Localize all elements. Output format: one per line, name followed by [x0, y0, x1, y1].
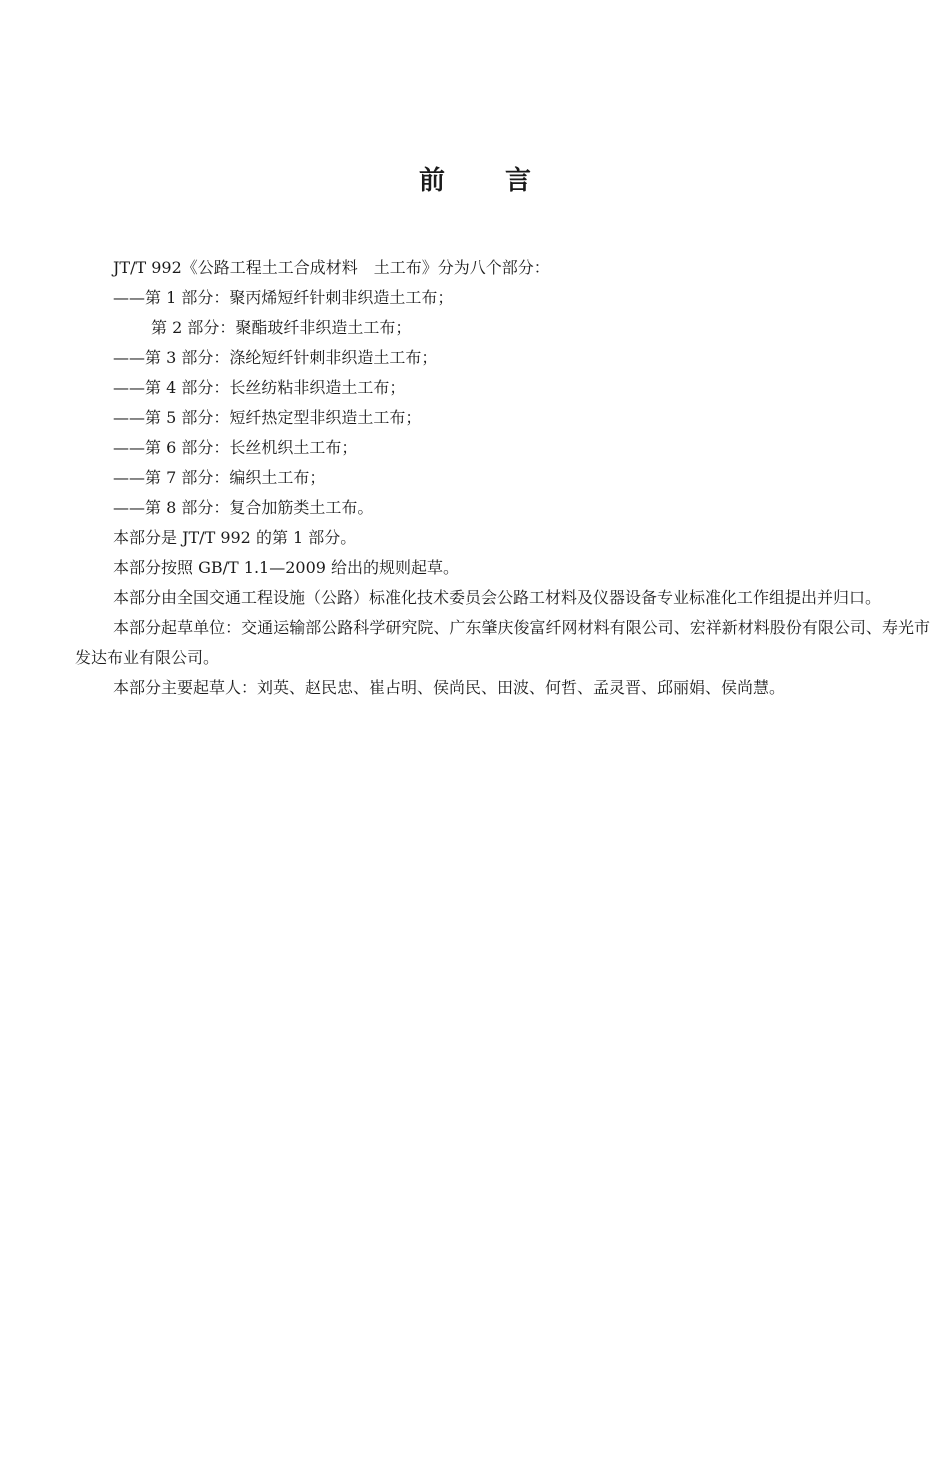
part-item-1: ——第 1 部分：聚丙烯短纤针刺非织造土工布； [113, 288, 454, 307]
statement-drafters: 本部分主要起草人：刘英、赵民忠、崔占明、侯尚民、田波、何哲、孟灵晋、邱丽娟、侯尚慧。 [113, 678, 786, 697]
part-item-8: ——第 8 部分：复合加筋类土工布。 [113, 498, 374, 517]
statement-drafting-rules: 本部分按照 GB/T 1.1—2009 给出的规则起草。 [113, 558, 460, 577]
statement-proposer: 本部分由全国交通工程设施（公路）标准化技术委员会公路工材料及仪器设备专业标准化工作组提出并归口。 [113, 588, 882, 607]
part-item-3: ——第 3 部分：涤纶短纤针刺非织造土工布； [113, 348, 438, 367]
title-char-1: 前 [418, 166, 445, 196]
page-title [0, 160, 950, 197]
intro-line: JT/T 992《公路工程土工合成材料 土工布》分为八个部分： [113, 258, 550, 277]
part-item-7: ——第 7 部分：编织土工布； [113, 468, 326, 487]
part-item-4: ——第 4 部分：长丝纺粘非织造土工布； [113, 378, 406, 397]
statement-part-of: 本部分是 JT/T 992 的第 1 部分。 [113, 528, 357, 547]
title-char-2: 言 [505, 166, 532, 196]
statement-drafting-units: 本部分起草单位：交通运输部公路科学研究院、广东肇庆俊富纤网材料有限公司、宏祥新材料股份有限公司、寿光市发达布业有限公司。 [75, 618, 930, 667]
part-item-6: ——第 6 部分：长丝机织土工布； [113, 438, 358, 457]
part-item-5: ——第 5 部分：短纤热定型非织造土工布； [113, 408, 422, 427]
foreword-body [75, 253, 930, 703]
part-item-2: 第 2 部分：聚酯玻纤非织造土工布； [151, 318, 412, 337]
